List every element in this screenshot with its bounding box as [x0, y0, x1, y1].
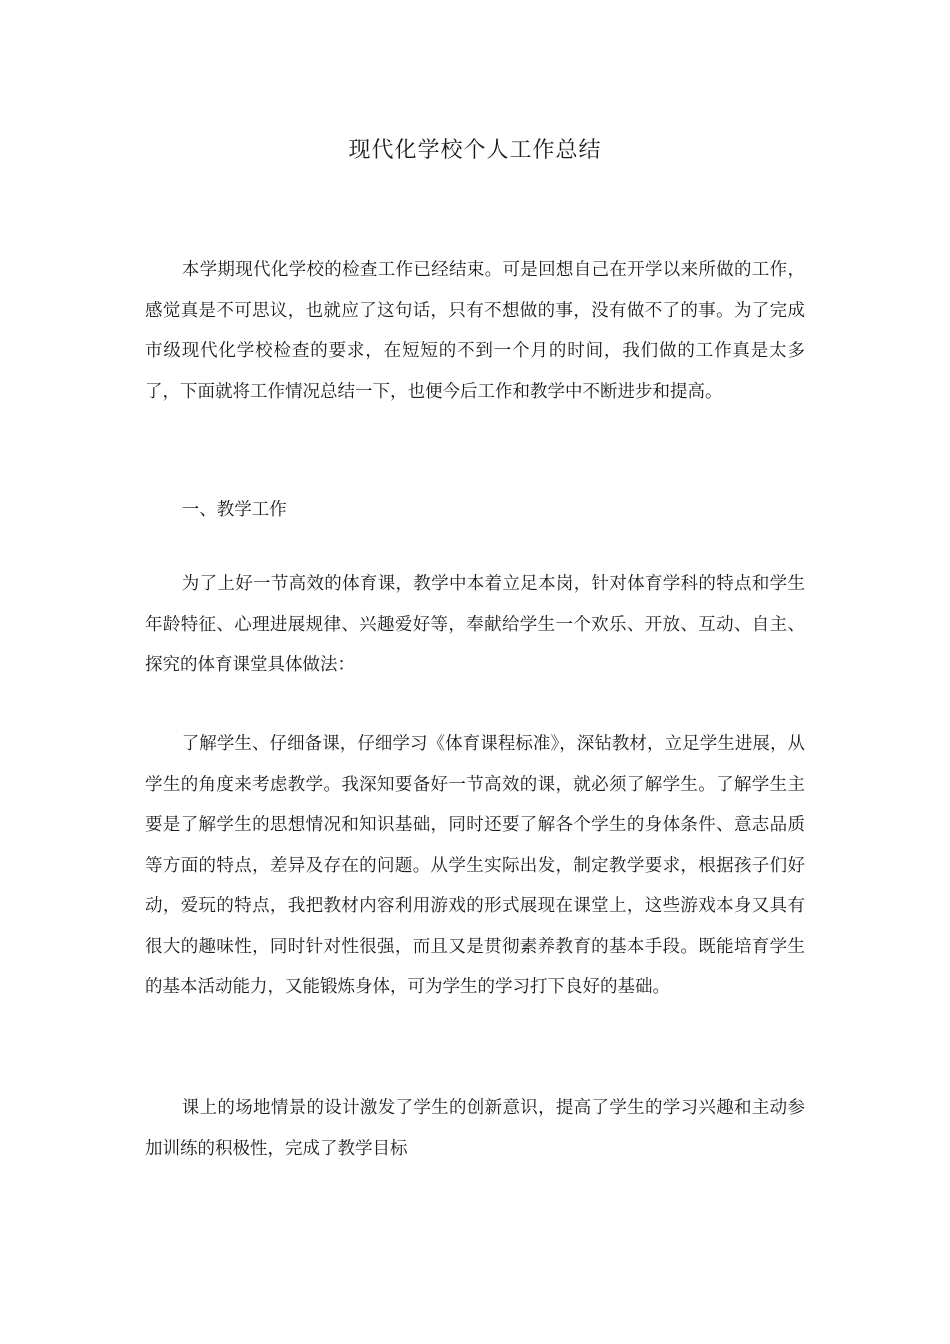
section-heading-teaching: 一、教学工作 — [181, 500, 287, 520]
document-title: 现代化学校个人工作总结 — [348, 138, 602, 163]
intro-paragraph: 本学期现代化学校的检查工作已经结束。可是回想自己在开学以来所做的工作，感觉真是不可思议，也就应了这句话，只有不想做的事，没有做不了的事。为了完成市级现代化学校检查的要求，在短短的不到一个月的时间，我们做的工作真是太多了，下面就将工作情况总结一下，也便今后工作和教学中不断进步和提高。 — [145, 260, 805, 402]
body-paragraph: 了解学生、仔细备课，仔细学习《体育课程标准》，深钻教材，立足学生进展，从学生的角度来考虑教学。我深知要备好一节高效的课，就必须了解学生。了解学生主要是了解学生的思想情况和知识基础，同时还要了解各个学生的身体条件、意志品质等方面的特点，差异及存在的问题。从学生实际出发，制定教学要求，根据孩子们好动，爱玩的特点，我把教材内容利用游戏的形式展现在课堂上，这些游戏本身又具有很大的趣味性，同时针对性很强，而且又是贯彻素养教育的基本手段。既能培育学生的基本活动能力，又能锻炼身体，可为学生的学习打下良好的基础。 — [145, 734, 805, 997]
body-paragraph: 课上的场地情景的设计激发了学生的创新意识，提高了学生的学习兴趣和主动参加训练的积极性，完成了教学目标 — [145, 1098, 805, 1159]
body-paragraph: 为了上好一节高效的体育课，教学中本着立足本岗，针对体育学科的特点和学生年龄特征、心理进展规律、兴趣爱好等，奉献给学生一个欢乐、开放、互动、自主、探究的体育课堂具体做法： — [145, 574, 805, 675]
